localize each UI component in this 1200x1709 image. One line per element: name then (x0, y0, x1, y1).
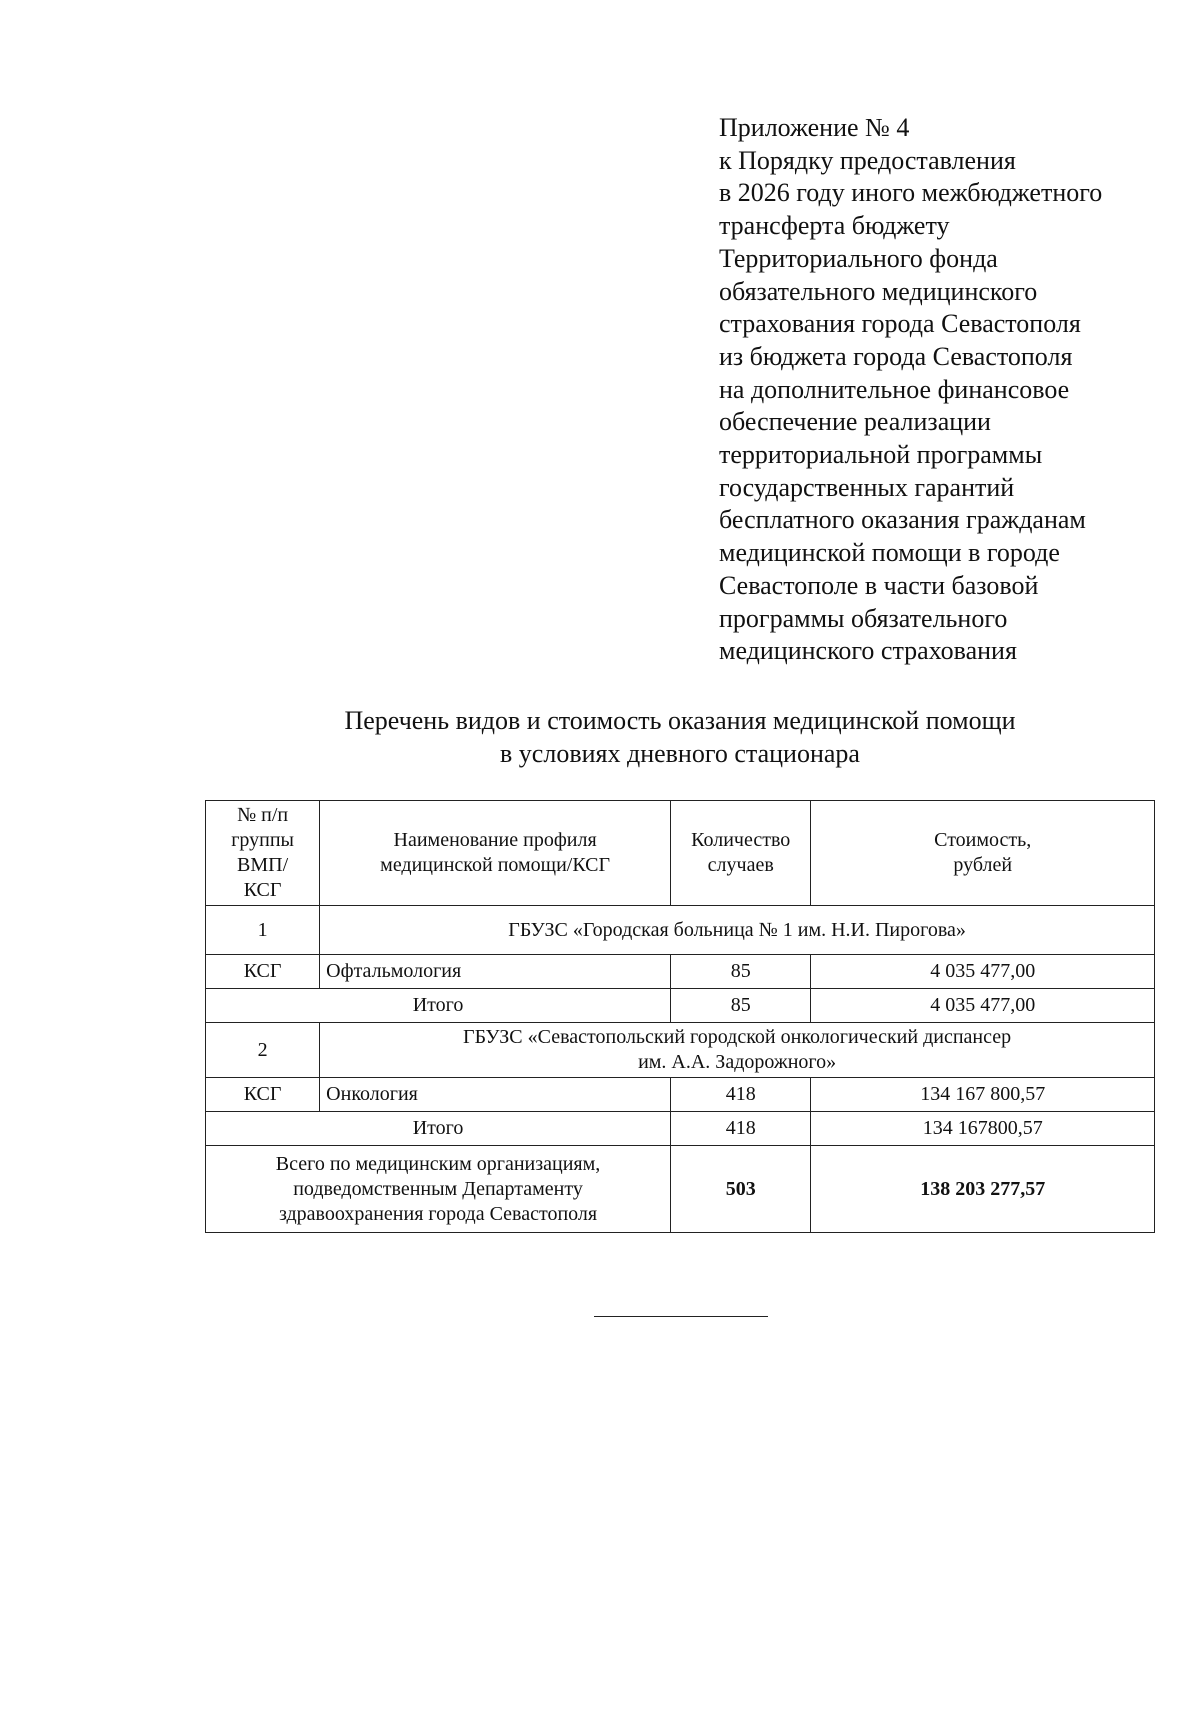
grand-total-row (206, 1146, 1155, 1233)
organization-name: ГБУЗС «Городская больница № 1 им. Н.И. Пирогова» (320, 906, 1155, 955)
title-line-2: в условиях дневного стационара (500, 739, 860, 768)
header-number: № п/п группы ВМП/ КСГ (206, 801, 320, 906)
cost-table (205, 800, 1155, 1233)
subtotal-count: 85 (671, 989, 811, 1023)
header-cost: Стоимость, рублей (811, 801, 1155, 906)
table-row (206, 955, 1155, 989)
appendix-line: страхования города Севастополя (719, 309, 1081, 339)
organization-name: ГБУЗС «Севастопольский городской онкологический диспансер им. А.А. Задорожного» (320, 1023, 1155, 1078)
row-cost: 134 167 800,57 (811, 1078, 1155, 1112)
appendix-line: трансферта бюджету (719, 211, 950, 241)
header-count: Количество случаев (671, 801, 811, 906)
table-row (206, 1078, 1155, 1112)
appendix-line: на дополнительное финансовое (719, 374, 1070, 404)
subtotal-row (206, 1112, 1155, 1146)
organization-row (206, 906, 1155, 955)
group-number: 1 (206, 906, 320, 955)
row-profile: Офтальмология (320, 955, 671, 989)
group-number: 2 (206, 1023, 320, 1078)
organization-row (206, 1023, 1155, 1078)
row-code: КСГ (206, 1078, 320, 1112)
appendix-line: медицинской помощи в городе (719, 538, 1060, 568)
appendix-line: в 2026 году иного межбюджетного (719, 178, 1103, 208)
appendix-line: из бюджета города Севастополя (719, 341, 1073, 371)
title-line-1: Перечень видов и стоимость оказания медицинской помощи (344, 706, 1016, 735)
row-count: 85 (671, 955, 811, 989)
appendix-line: Территориального фонда (719, 243, 998, 273)
row-count: 418 (671, 1078, 811, 1112)
subtotal-count: 418 (671, 1112, 811, 1146)
subtotal-label: Итого (206, 1112, 671, 1146)
appendix-line: медицинского страхования (719, 636, 1017, 666)
appendix-line: Севастополе в части базовой (719, 570, 1039, 600)
grand-total-cost: 138 203 277,57 (811, 1146, 1155, 1233)
appendix-line: территориальной программы (719, 440, 1043, 470)
grand-total-count: 503 (671, 1146, 811, 1233)
appendix-line: обязательного медицинского (719, 276, 1038, 306)
appendix-line: бесплатного оказания гражданам (719, 505, 1086, 535)
appendix-line: программы обязательного (719, 603, 1008, 633)
appendix-block (719, 112, 1189, 668)
appendix-line: обеспечение реализации (719, 407, 991, 437)
subtotal-row (206, 989, 1155, 1023)
document-title (180, 704, 1180, 770)
header-profile: Наименование профиля медицинской помощи/КСГ (320, 801, 671, 906)
subtotal-cost: 4 035 477,00 (811, 989, 1155, 1023)
closing-rule (594, 1316, 768, 1317)
subtotal-label: Итого (206, 989, 671, 1023)
row-profile: Онкология (320, 1078, 671, 1112)
appendix-line: к Порядку предоставления (719, 145, 1016, 175)
appendix-line: Приложение № 4 (719, 113, 910, 142)
appendix-line: государственных гарантий (719, 472, 1015, 502)
grand-total-label: Всего по медицинским организациям, подведомственным Департаменту здравоохранения города Севастополя (206, 1146, 671, 1233)
subtotal-cost: 134 167800,57 (811, 1112, 1155, 1146)
row-cost: 4 035 477,00 (811, 955, 1155, 989)
row-code: КСГ (206, 955, 320, 989)
table-header-row (206, 801, 1155, 906)
